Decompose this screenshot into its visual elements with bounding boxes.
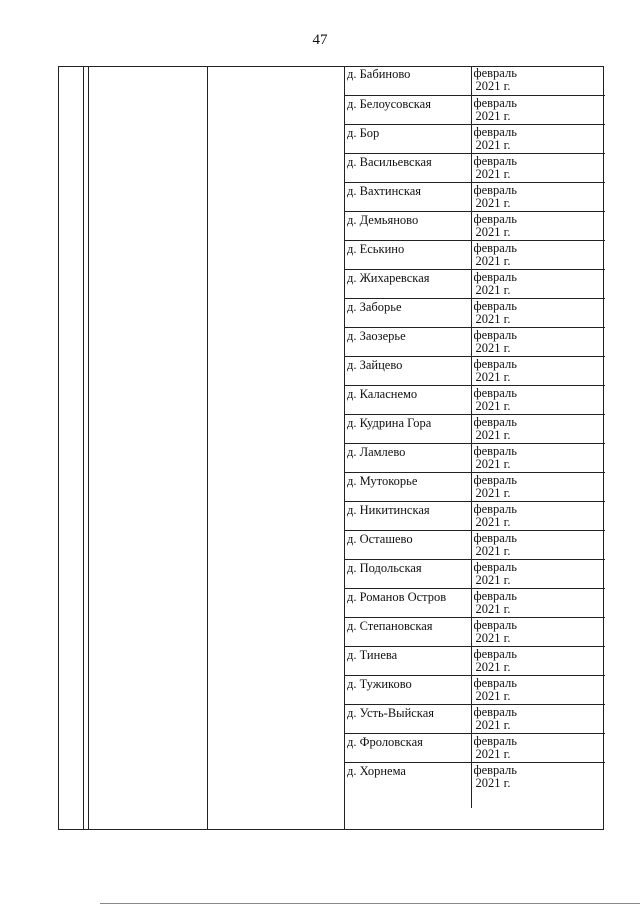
deadline-cell: [471, 385, 605, 414]
settlement-rows: [344, 66, 605, 808]
settlement-name: д. Степановская: [344, 617, 471, 646]
deadline-cell: [471, 501, 605, 530]
table-row: [344, 588, 605, 617]
deadline-year: 2021 г.: [475, 717, 511, 732]
page-edge-line: [100, 903, 640, 904]
deadline-month: февраль: [473, 124, 517, 139]
column-divider: [88, 66, 89, 830]
settlement-name: д. Белоусовская: [344, 95, 471, 124]
settlement-name: д. Еськино: [344, 240, 471, 269]
deadline-cell: [471, 472, 605, 501]
deadline-cell: [471, 530, 605, 559]
deadline-month: февраль: [473, 269, 517, 284]
deadline-year: 2021 г.: [475, 398, 511, 413]
deadline-cell: [471, 588, 605, 617]
table-row: [344, 153, 605, 182]
document-table: [58, 66, 604, 830]
settlement-name: д. Хорнема: [347, 763, 406, 778]
deadline-year: 2021 г.: [475, 659, 511, 674]
table-row: [344, 327, 605, 356]
deadline-cell: [471, 298, 605, 327]
deadline-year: 2021 г.: [475, 427, 511, 442]
settlement-name: д. Никитинская: [344, 501, 471, 530]
settlement-name: д. Каласнемо: [344, 385, 471, 414]
deadline-cell: [471, 153, 605, 182]
deadline-month: февраль: [473, 356, 517, 371]
deadline-year: 2021 г.: [475, 79, 511, 93]
settlement-name: д. Тинева: [344, 646, 471, 675]
table-row: [344, 95, 605, 124]
deadline-year: 2021 г.: [475, 746, 511, 761]
deadline-year: 2021 г.: [475, 630, 511, 645]
deadline-cell: [471, 443, 605, 472]
table-row: [344, 182, 605, 211]
deadline-month: февраль: [473, 95, 517, 110]
table-row: [344, 240, 605, 269]
table-row: [344, 298, 605, 327]
deadline-cell: [471, 414, 605, 443]
deadline-cell: [471, 327, 605, 356]
deadline-month: февраль: [473, 733, 517, 748]
deadline-year: 2021 г.: [475, 195, 511, 210]
deadline-month: февраль: [473, 211, 517, 226]
deadline-month: февраль: [473, 327, 517, 342]
settlement-name: д. Мутокорье: [344, 472, 471, 501]
table-row: [344, 443, 605, 472]
deadline-cell: [471, 182, 605, 211]
deadline-month: февраль: [473, 66, 517, 80]
table-row: [344, 211, 605, 240]
deadline-cell: [471, 733, 605, 762]
deadline-year: 2021 г.: [475, 253, 511, 268]
settlement-name: д. Ламлево: [344, 443, 471, 472]
table-row: [344, 559, 605, 588]
settlement-name: д. Заозерье: [344, 327, 471, 356]
deadline-year: 2021 г.: [475, 137, 511, 152]
deadline-month: февраль: [473, 414, 517, 429]
deadline-month: февраль: [473, 762, 517, 777]
settlement-name: д. Жихаревская: [344, 269, 471, 298]
deadline-year: 2021 г.: [475, 572, 511, 587]
deadline-year: 2021 г.: [475, 688, 511, 703]
deadline-cell: [471, 762, 605, 808]
deadline-cell: [471, 704, 605, 733]
page-number: 47: [312, 32, 328, 48]
deadline-cell: [471, 240, 605, 269]
deadline-year: 2021 г.: [475, 456, 511, 471]
settlement-name: д. Зайцево: [344, 356, 471, 385]
settlement-name: д. Кудрина Гора: [344, 414, 471, 443]
deadline-cell: [471, 211, 605, 240]
deadline-month: февраль: [473, 617, 517, 632]
deadline-month: февраль: [473, 501, 517, 516]
table-row: [344, 704, 605, 733]
settlement-name: д. Осташево: [344, 530, 471, 559]
deadline-month: февраль: [473, 153, 517, 168]
deadline-month: февраль: [473, 704, 517, 719]
deadline-month: февраль: [473, 182, 517, 197]
table-row: [344, 414, 605, 443]
table-row: [344, 356, 605, 385]
deadline-year: 2021 г.: [475, 224, 511, 239]
deadline-year: 2021 г.: [475, 282, 511, 297]
deadline-month: февраль: [473, 443, 517, 458]
deadline-cell: [471, 675, 605, 704]
table-row: [344, 675, 605, 704]
deadline-year: 2021 г.: [475, 311, 511, 326]
deadline-cell: [471, 356, 605, 385]
settlement-name: д. Вахтинская: [344, 182, 471, 211]
table-row: [344, 269, 605, 298]
deadline-year: 2021 г.: [475, 166, 511, 181]
deadline-year: 2021 г.: [475, 514, 511, 529]
table-row: [344, 66, 605, 95]
deadline-month: февраль: [473, 298, 517, 313]
deadline-month: февраль: [473, 646, 517, 661]
deadline-cell: [471, 617, 605, 646]
table-row: [344, 762, 605, 808]
table-row: [344, 501, 605, 530]
deadline-month: февраль: [473, 588, 517, 603]
deadline-year: 2021 г.: [475, 108, 511, 123]
settlement-name: д. Романов Остров: [344, 588, 471, 617]
deadline-cell: [471, 124, 605, 153]
settlement-name: д. Васильевская: [344, 153, 471, 182]
table-row: [344, 385, 605, 414]
settlement-name: д. Тужиково: [344, 675, 471, 704]
settlement-name: д. Демьяново: [344, 211, 471, 240]
deadline-cell: [471, 66, 605, 95]
settlement-table: [344, 66, 605, 808]
settlement-name: д. Фроловская: [344, 733, 471, 762]
settlement-name: д. Усть-Выйская: [344, 704, 471, 733]
deadline-year: 2021 г.: [475, 369, 511, 384]
settlement-name: д. Подольская: [344, 559, 471, 588]
settlement-name: д. Бор: [344, 124, 471, 153]
table-row: [344, 646, 605, 675]
settlement-name: д. Заборье: [344, 298, 471, 327]
deadline-year: 2021 г.: [475, 485, 511, 500]
deadline-cell: [471, 269, 605, 298]
settlement-name: д. Бабиново: [344, 66, 471, 95]
deadline-cell: [471, 95, 605, 124]
deadline-month: февраль: [473, 559, 517, 574]
table-row: [344, 617, 605, 646]
table-row: [344, 733, 605, 762]
column-divider: [207, 66, 208, 830]
deadline-year: 2021 г.: [475, 543, 511, 558]
deadline-month: февраль: [473, 472, 517, 487]
deadline-year: 2021 г.: [475, 601, 511, 616]
deadline-year: 2021 г.: [475, 340, 511, 355]
table-row: [344, 530, 605, 559]
deadline-cell: [471, 559, 605, 588]
deadline-month: февраль: [473, 240, 517, 255]
table-row: [344, 472, 605, 501]
deadline-year: 2021 г.: [475, 775, 511, 790]
table-row: [344, 124, 605, 153]
deadline-cell: [471, 646, 605, 675]
deadline-month: февраль: [473, 530, 517, 545]
deadline-month: февраль: [473, 675, 517, 690]
deadline-month: февраль: [473, 385, 517, 400]
column-divider: [83, 66, 84, 830]
